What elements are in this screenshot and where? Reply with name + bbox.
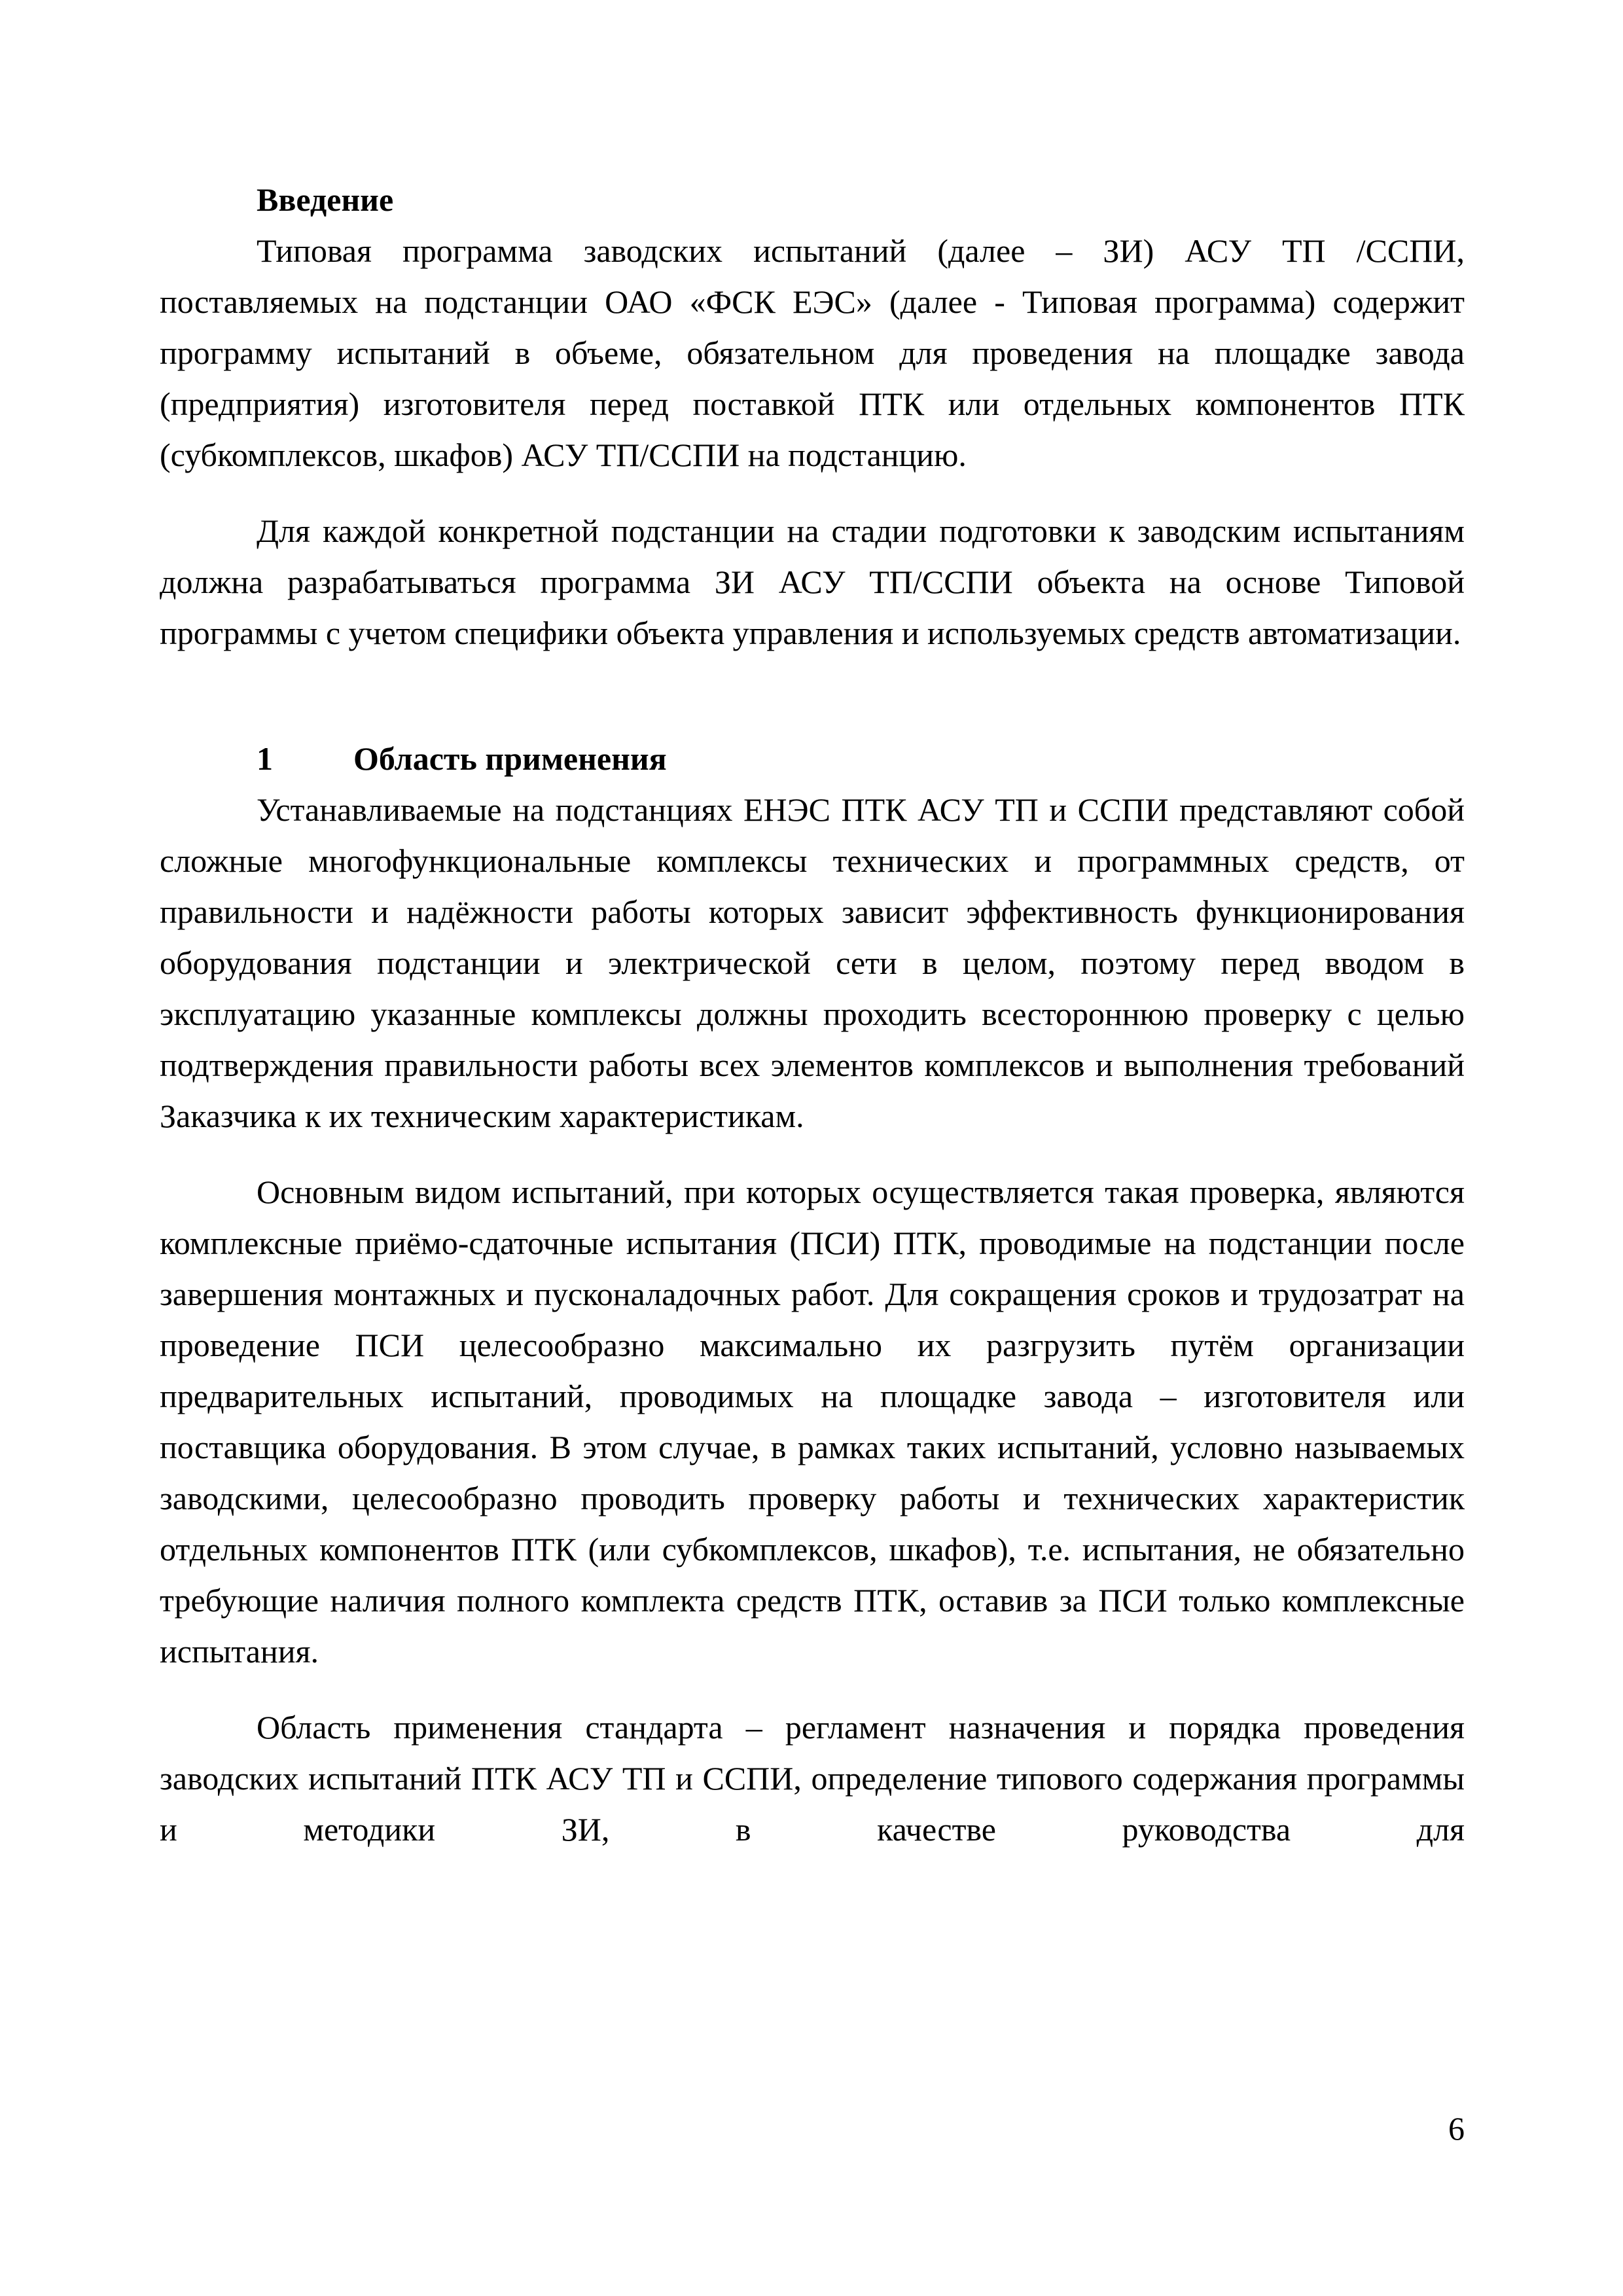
section-1-title: Область применения: [353, 740, 667, 777]
page-number: 6: [1448, 2110, 1465, 2147]
section-1-paragraph-1: Устанавливаемые на подстанциях ЕНЭС ПТК АСУ ТП и ССПИ представляют собой сложные многофункциональные комплексы технических и программных средств, от правильности и надёжности работы которых зависит эффективность функционирования оборудования подстанции и электрической сети в целом, поэтому перед вводом в эксплуатацию указанные комплексы должны проходить всестороннюю проверку с целью подтверждения правильности работы всех элементов комплексов и выполнения требований Заказчика к их техническим характеристикам.: [160, 791, 1465, 1134]
section-1-paragraph-3: Область применения стандарта – регламент назначения и порядка проведения заводских испытаний ПТК АСУ ТП и ССПИ, определение типового содержания программы и методики ЗИ, в качестве руководства для: [160, 1709, 1465, 1848]
section-1-number: 1: [257, 740, 273, 777]
section-1-paragraph-2: Основным видом испытаний, при которых осуществляется такая проверка, являются комплексные приёмо-сдаточные испытания (ПСИ) ПТК, проводимые на подстанции после завершения монтажных и пусконаладочных работ. Для сокращения сроков и трудозатрат на проведение ПСИ целесообразно максимально их разгрузить путём организации предварительных испытаний, проводимых на площадке завода – изготовителя или поставщика оборудования. В этом случае, в рамках таких испытаний, условно называемых заводскими, целесообразно проводить проверку работы и технических характеристик отдельных компонентов ПТК (или субкомплексов, шкафов), т.е. испытания, не обязательно требующие наличия полного комплекта средств ПТК, оставив за ПСИ только комплексные испытания.: [160, 1174, 1465, 1670]
intro-paragraph-2: Для каждой конкретной подстанции на стадии подготовки к заводским испытаниям должна разрабатываться программа ЗИ АСУ ТП/ССПИ объекта на основе Типовой программы с учетом специфики объекта управления и используемых средств автоматизации.: [160, 512, 1465, 651]
intro-paragraph-1: Типовая программа заводских испытаний (далее – ЗИ) АСУ ТП /ССПИ, поставляемых на подстанции ОАО «ФСК ЕЭС» (далее - Типовая программа) содержит программу испытаний в объеме, обязательном для проведения на площадке завода (предприятия) изготовителя перед поставкой ПТК или отдельных компонентов ПТК (субкомплексов, шкафов) АСУ ТП/ССПИ на подстанцию.: [160, 232, 1465, 473]
page-content: [160, 177, 1465, 1855]
section-1-heading: [160, 736, 1465, 781]
intro-heading: Введение: [257, 181, 394, 218]
